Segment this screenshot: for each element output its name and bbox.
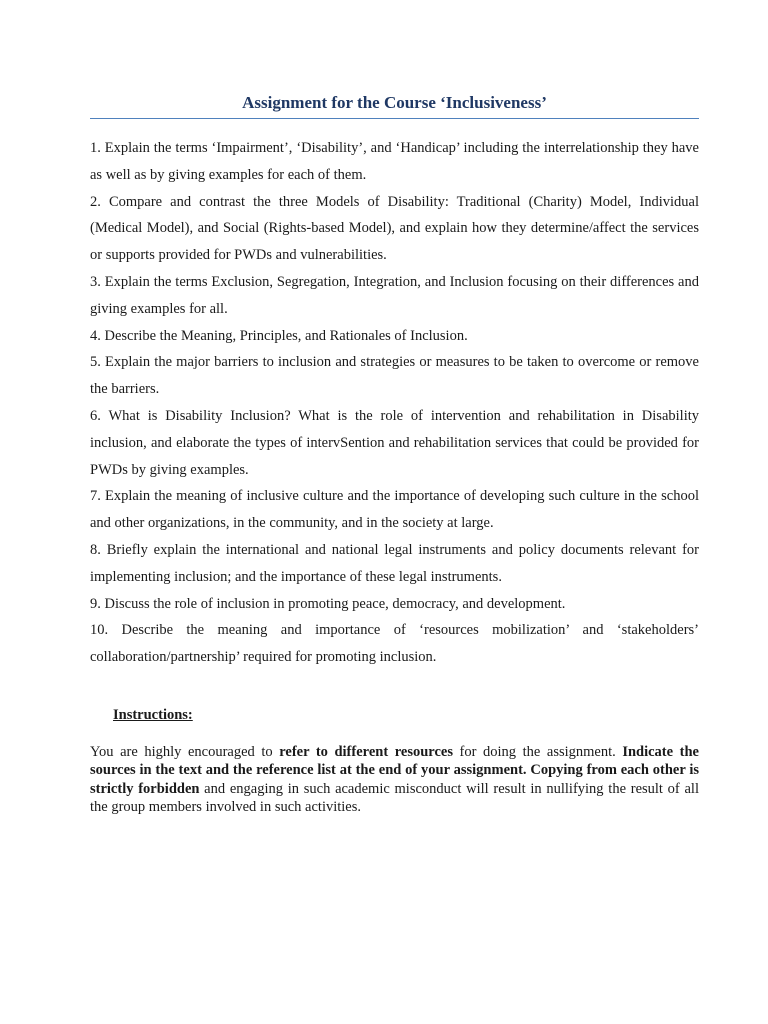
- question-item-4: 4. Describe the Meaning, Principles, and Rationales of Inclusion.: [90, 327, 468, 344]
- instructions-bold-1: refer to different resources: [279, 743, 453, 760]
- instructions-text-1: You are highly encouraged to: [90, 743, 280, 760]
- question-item-1: 1. Explain the terms ‘Impairment’, ‘Disability’, and ‘Handicap’ including the interrelationship they have as well as by giving examples for each of them.: [90, 140, 699, 183]
- question-item-3: 3. Explain the terms Exclusion, Segregation, Integration, and Inclusion focusing on their differences and giving examples for all.: [90, 273, 699, 317]
- question-list: [90, 135, 699, 671]
- question-item-7: 7. Explain the meaning of inclusive culture and the importance of developing such culture in the school and other organizations, in the community, and in the society at large.: [90, 488, 699, 532]
- instructions-bold-2: Indicate the sources in the text and the reference list at the end of your assignment. Copying from each other is strictly forbidden: [90, 743, 699, 797]
- question-item-8: 8. Briefly explain the international and national legal instruments and policy documents relevant for implementing inclusion; and the importance of these legal instruments.: [90, 541, 699, 585]
- question-item-9: 9. Discuss the role of inclusion in promoting peace, democracy, and development.: [90, 595, 566, 612]
- question-item-5: 5. Explain the major barriers to inclusion and strategies or measures to be taken to overcome or remove the barriers.: [90, 354, 699, 398]
- question-item-2: 2. Compare and contrast the three Models of Disability: Traditional (Charity) Model, Individual (Medical Model), and Social (Rights-based Model), and explain how they determine/affect the services or supports provided for PWDs and vulnerabilities.: [90, 193, 699, 264]
- document-title: Assignment for the Course ‘Inclusiveness’: [242, 93, 547, 112]
- title-underline-rule: [90, 118, 699, 119]
- question-item-6: 6. What is Disability Inclusion? What is the role of intervention and rehabilitation in Disability inclusion, and elaborate the types of intervSention and rehabilitation services that could be provided for PWDs by giving examples.: [90, 407, 699, 478]
- question-item-10: 10. Describe the meaning and importance of ‘resources mobilization’ and ‘stakeholders’ collaboration/partnership’ required for promoting inclusion.: [90, 622, 699, 666]
- instructions-heading: Instructions:: [113, 706, 193, 723]
- instructions-paragraph: [90, 743, 699, 816]
- instructions-text-3: and engaging in such academic misconduct will result in nullifying the result of all the group members involved in such activities.: [90, 780, 699, 815]
- instructions-text-2: for doing the assignment.: [452, 743, 623, 760]
